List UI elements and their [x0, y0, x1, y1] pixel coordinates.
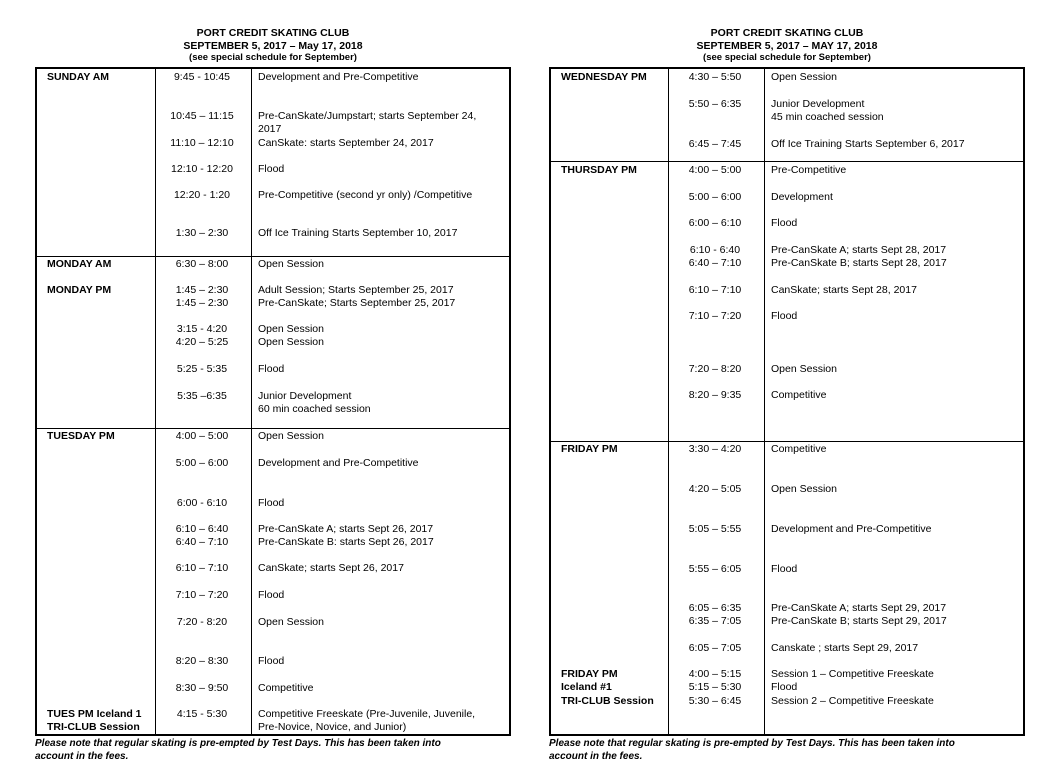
left-activity-cell: Open Session	[258, 258, 324, 270]
right-activity-cell: 45 min coached session	[771, 111, 884, 123]
left-time-cell: 6:30 – 8:00	[175, 258, 229, 270]
right-activity-cell: Off Ice Training Starts September 6, 2017	[771, 138, 965, 150]
left-time-cell: 10:45 – 11:15	[170, 110, 234, 122]
right-time-cell: 6:45 – 7:45	[688, 138, 742, 150]
left-activity-cell: Pre-CanSkate; Starts September 25, 2017	[258, 297, 456, 309]
right-test-days-note: Please note that regular skating is pre-empted by Test Days. This has been taken into account in the fees.	[549, 738, 955, 762]
right-time-cell: 6:05 – 6:35	[688, 602, 742, 614]
left-schedule-page	[35, 0, 511, 762]
left-time-cell: 5:00 – 6:00	[175, 457, 229, 469]
right-activity-cell: CanSkate; starts Sept 28, 2017	[771, 284, 917, 296]
left-time-cell: 1:45 – 2:30	[175, 284, 229, 296]
right-time-cell: 4:30 – 5:50	[688, 71, 742, 83]
left-activity-cell: Open Session	[258, 430, 324, 442]
right-activity-cell: Flood	[771, 310, 798, 322]
left-activity-cell: Open Session	[258, 323, 324, 335]
right-time-cell: 5:30 – 6:45	[688, 695, 742, 707]
right-time-cell: 4:00 – 5:00	[688, 164, 742, 176]
left-activity-cell: Pre-Competitive (second yr only) /Competitive	[258, 189, 473, 201]
left-activity-cell: Competitive Freeskate (Pre-Juvenile, Juvenile,	[258, 708, 476, 720]
left-header	[35, 27, 511, 65]
right-activity-cell: Open Session	[771, 483, 837, 495]
left-time-cell: 6:10 – 6:40	[175, 523, 229, 535]
left-activity-cell: Pre-CanSkate/Jumpstart; starts September 24,	[258, 110, 477, 122]
left-activity-cell: CanSkate: starts September 24, 2017	[258, 137, 434, 149]
season-dates: SEPTEMBER 5, 2017 – MAY 17, 2018	[696, 39, 878, 52]
left-activity-cell: Pre-CanSkate A; starts Sept 26, 2017	[258, 523, 434, 535]
right-time-cell: 6:10 - 6:40	[689, 244, 741, 256]
left-day-cell: MONDAY PM	[47, 284, 112, 296]
left-time-cell: 9:45 - 10:45	[173, 71, 231, 83]
left-time-cell: 1:45 – 2:30	[175, 297, 229, 309]
left-activity-cell: Open Session	[258, 616, 324, 628]
right-activity-cell: Canskate ; starts Sept 29, 2017	[771, 642, 919, 654]
right-activity-cell: Open Session	[771, 71, 837, 83]
club-name: PORT CREDIT SKATING CLUB	[710, 27, 864, 39]
right-activity-cell: Open Session	[771, 363, 837, 375]
right-time-cell: 5:05 – 5:55	[688, 523, 742, 535]
left-time-cell: 4:15 - 5:30	[176, 708, 228, 720]
left-activity-cell: Pre-CanSkate B: starts Sept 26, 2017	[258, 536, 434, 548]
right-activity-cell: Development	[771, 191, 833, 203]
season-dates: SEPTEMBER 5, 2017 – May 17, 2018	[183, 39, 363, 52]
right-day-cell: WEDNESDAY PM	[561, 71, 647, 83]
left-time-cell: 7:10 – 7:20	[175, 589, 229, 601]
september-note: (see special schedule for September)	[189, 52, 357, 63]
left-activity-cell: Pre-Novice, Novice, and Junior)	[258, 721, 407, 733]
left-activity-cell: Flood	[258, 163, 285, 175]
left-day-cell: TUESDAY PM	[47, 430, 115, 442]
right-day-cell: Iceland #1	[561, 681, 612, 693]
right-activity-cell: Junior Development	[771, 98, 865, 110]
right-time-cell: 5:55 – 6:05	[688, 563, 742, 575]
right-activity-cell: Development and Pre-Competitive	[771, 523, 932, 535]
left-day-cell: TRI-CLUB Session	[47, 721, 140, 733]
left-activity-cell: Flood	[258, 655, 285, 667]
right-time-cell: 6:00 – 6:10	[688, 217, 742, 229]
left-time-cell: 4:00 – 5:00	[175, 430, 229, 442]
left-time-cell: 6:00 - 6:10	[176, 497, 228, 509]
right-time-cell: 6:40 – 7:10	[688, 257, 742, 269]
right-activity-cell: Competitive	[771, 443, 827, 455]
left-time-cell: 6:10 – 7:10	[175, 562, 229, 574]
left-activity-cell: Competitive	[258, 682, 314, 694]
left-test-days-note: Please note that regular skating is pre-empted by Test Days. This has been taken into account in the fees.	[35, 738, 441, 762]
left-activity-cell: Development and Pre-Competitive	[258, 71, 419, 83]
left-activity-cell: CanSkate; starts Sept 26, 2017	[258, 562, 404, 574]
right-activity-cell: Flood	[771, 217, 798, 229]
right-activity-cell: Pre-CanSkate B; starts Sept 29, 2017	[771, 615, 947, 627]
left-time-cell: 6:40 – 7:10	[175, 536, 229, 548]
left-time-cell: 5:35 –6:35	[177, 390, 227, 402]
left-activity-cell: Flood	[258, 589, 285, 601]
left-activity-cell: Off Ice Training Starts September 10, 2017	[258, 227, 458, 239]
right-day-cell: FRIDAY PM	[561, 668, 618, 680]
right-activity-cell: Session 2 – Competitive Freeskate	[771, 695, 934, 707]
right-header	[549, 27, 1025, 65]
right-day-cell: TRI-CLUB Session	[561, 695, 654, 707]
right-activity-cell: Session 1 – Competitive Freeskate	[771, 668, 934, 680]
left-activity-cell: Open Session	[258, 336, 324, 348]
left-activity-cell: Development and Pre-Competitive	[258, 457, 419, 469]
right-time-cell: 6:35 – 7:05	[688, 615, 742, 627]
left-activity-cell: Flood	[258, 497, 285, 509]
left-time-cell: 4:20 – 5:25	[175, 336, 229, 348]
right-day-cell: FRIDAY PM	[561, 443, 618, 455]
left-activity-cell: 2017	[258, 123, 282, 135]
right-time-cell: 6:10 – 7:10	[688, 284, 742, 296]
right-time-cell: 5:00 – 6:00	[688, 191, 742, 203]
left-time-cell: 5:25 - 5:35	[176, 363, 228, 375]
right-time-cell: 8:20 – 9:35	[688, 389, 742, 401]
right-activity-cell: Competitive	[771, 389, 827, 401]
right-time-cell: 7:10 – 7:20	[688, 310, 742, 322]
left-time-cell: 1:30 – 2:30	[175, 227, 229, 239]
club-name: PORT CREDIT SKATING CLUB	[196, 27, 350, 39]
left-day-cell: SUNDAY AM	[47, 71, 110, 83]
right-time-cell: 5:15 – 5:30	[688, 681, 742, 693]
right-time-cell: 6:05 – 7:05	[688, 642, 742, 654]
right-activity-cell: Flood	[771, 681, 798, 693]
right-activity-cell: Pre-Competitive	[771, 164, 847, 176]
left-activity-cell: Flood	[258, 363, 285, 375]
left-time-cell: 12:10 - 12:20	[171, 163, 233, 175]
right-activity-cell: Pre-CanSkate A; starts Sept 29, 2017	[771, 602, 947, 614]
left-time-cell: 11:10 – 12:10	[170, 137, 234, 149]
right-time-cell: 5:50 – 6:35	[688, 98, 742, 110]
left-time-cell: 8:20 – 8:30	[175, 655, 229, 667]
left-time-cell: 12:20 - 1:20	[173, 189, 231, 201]
left-time-cell: 8:30 – 9:50	[175, 682, 229, 694]
left-activity-cell: 60 min coached session	[258, 403, 371, 415]
right-activity-cell: Pre-CanSkate B; starts Sept 28, 2017	[771, 257, 947, 269]
right-activity-cell: Flood	[771, 563, 798, 575]
september-note: (see special schedule for September)	[703, 52, 871, 63]
right-time-cell: 4:00 – 5:15	[688, 668, 742, 680]
right-activity-cell: Pre-CanSkate A; starts Sept 28, 2017	[771, 244, 947, 256]
left-time-cell: 3:15 - 4:20	[176, 323, 228, 335]
left-day-cell: TUES PM Iceland 1	[47, 708, 142, 720]
right-time-cell: 3:30 – 4:20	[688, 443, 742, 455]
right-schedule-page	[549, 0, 1025, 762]
left-day-cell: MONDAY AM	[47, 258, 112, 270]
right-time-cell: 7:20 – 8:20	[688, 363, 742, 375]
left-activity-cell: Junior Development	[258, 390, 352, 402]
right-time-cell: 4:20 – 5:05	[688, 483, 742, 495]
left-activity-cell: Adult Session; Starts September 25, 2017	[258, 284, 454, 296]
right-day-cell: THURSDAY PM	[561, 164, 637, 176]
left-time-cell: 7:20 - 8:20	[176, 616, 228, 628]
